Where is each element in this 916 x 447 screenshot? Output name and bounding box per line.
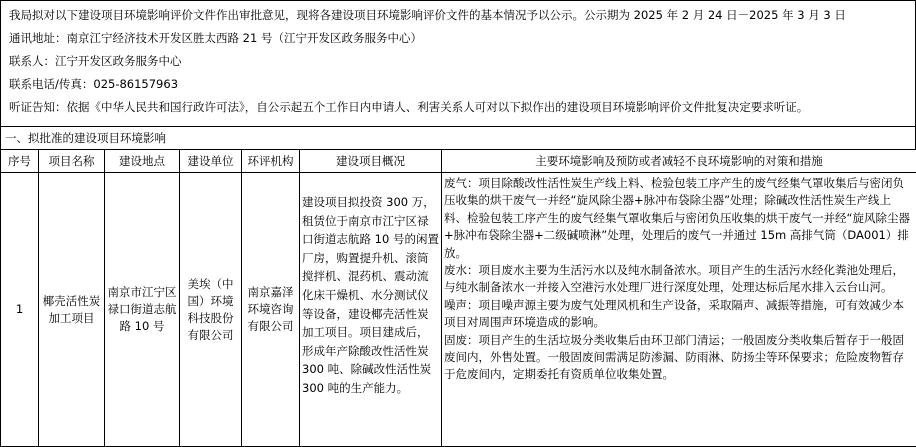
cell-unit: 美埃（中国）环境科技股份有限公司 [180,173,242,447]
header-unit: 建设单位 [180,150,242,173]
cell-overview: 建设项目拟投资 300 万，租赁位于南京市江宁区禄口街道志航路 10 号的闲置厂房，购置提升机、滚筒搅拌机、混药机、震动流化床干燥机、水分测试仪等设备，建设椰壳活性炭加工项目。项目建成后，形成年产除酸改性活性炭 300 吨、除碱改性活性炭 300 吨的生产能力。 [300,173,442,447]
measure-gas: 废气：项目除酸改性活性炭生产线上料、检验包装工序产生的废气经集气罩收集后与密闭负压收集的烘干废气一并经“旋风除尘器+脉冲布袋除尘器”处理；除碱改性活性炭生产线上料、检验包装工序产生的废气经集气罩收集后与密闭负压收集的烘干废气一并经“旋风除尘器+脉冲布袋除尘器+二级碱喷淋”处理，处理后的废气一并通过 15m 高排气筒（DA001）排放。 [444,175,914,262]
measure-water: 废水：项目废水主要为生活污水以及纯水制备浓水。项目产生的生活污水经化粪池处理后，与纯水制备浓水一并接入空港污水处理厂进行深度处理，处理达标后尾水排入云台山河。 [444,262,914,297]
contact-label: 联系人： [9,54,55,68]
header-name: 项目名称 [39,150,105,173]
table-header-row [1,150,916,173]
section-title: 一、拟批准的建设项目环境影响 [5,131,166,146]
notice-address [9,31,909,46]
notice-intro: 我局拟对以下建设项目环境影响评价文件作出审批意见，现将各建设项目环境影响评价文件的基本情况予以公示。公示期为 2025 年 2 月 24 日－2025 年 3 月 3 日 [9,8,909,23]
hearing-value: 依据《中华人民共和国行政许可法》，自公示起五个工作日内申请人、利害关系人可对以下拟作出的建设项目环境影响评价文件批复决定要求听证。 [67,100,809,114]
address-label: 通讯地址： [9,31,67,45]
table-row [1,173,916,447]
header-index: 序号 [1,150,39,173]
notice-phone [9,77,909,92]
header-overview: 建设项目概况 [300,150,442,173]
header-measures: 主要环境影响及预防或者减轻不良环境影响的对策和措施 [442,150,916,173]
project-table [0,149,916,447]
cell-measures [442,173,916,447]
notice-block [0,0,916,126]
cell-project-name: 椰壳活性炭加工项目 [39,173,105,447]
contact-value: 江宁开发区政务服务中心 [55,54,182,68]
header-location: 建设地点 [105,150,180,173]
hearing-label: 听证告知： [9,100,67,114]
phone-value: 025-86157963 [93,77,178,91]
measure-solid: 固废：项目产生的生活垃圾分类收集后由环卫部门清运；一般固废分类收集后暂存于一般固废间内，外售处置。一般固废间需满足防渗漏、防雨淋、防扬尘等环保要求；危险废物暂存于危废间内，定期委托有资质单位收集处置。 [444,332,914,384]
cell-index: 1 [1,173,39,447]
notice-hearing [9,100,909,115]
address-value: 南京江宁经济技术开发区胜太西路 21 号（江宁开发区政务服务中心） [67,31,422,45]
measure-noise: 噪声：项目噪声源主要为废气处理风机和生产设备，采取隔声、减振等措施，可有效减少本项目对周围声环境造成的影响。 [444,297,914,332]
notice-contact [9,54,909,69]
phone-label: 联系电话/传真： [9,77,93,91]
section-header [0,126,916,150]
cell-agency: 南京嘉泽环境咨询有限公司 [242,173,300,447]
header-agency: 环评机构 [242,150,300,173]
cell-location: 南京市江宁区禄口街道志航路 10 号 [105,173,180,447]
